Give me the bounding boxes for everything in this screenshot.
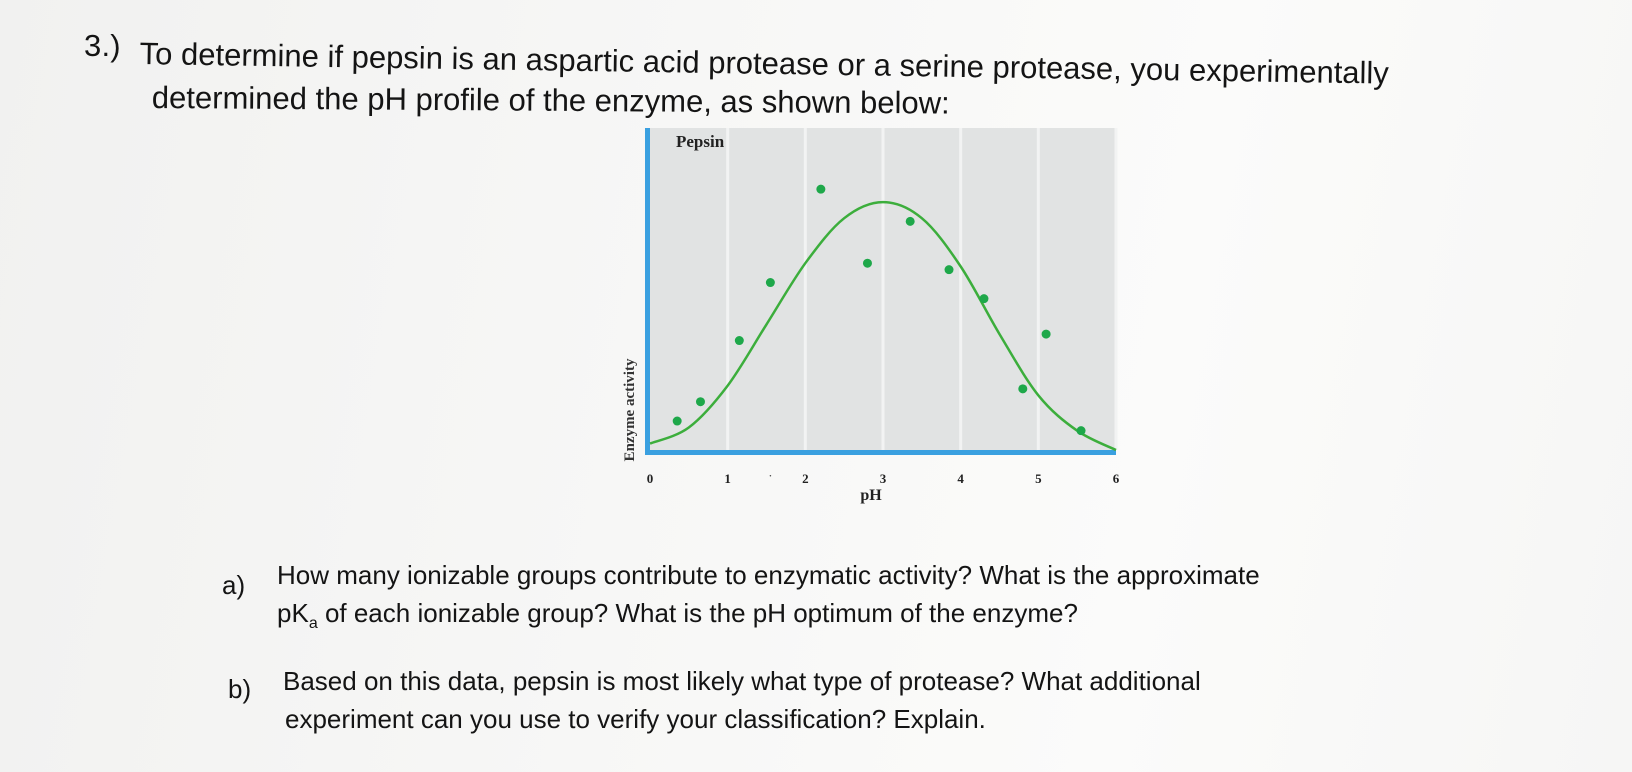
data-point-3	[735, 336, 744, 345]
part-a-line-1: How many ionizable groups contribute to enzymatic activity? What is the approximate	[277, 560, 1260, 590]
pka-symbol: $pK_a$	[277, 598, 318, 633]
data-point-10	[1018, 384, 1027, 393]
data-point-9	[979, 294, 988, 303]
question-text-line-2: determined the pH profile of the enzyme, as shown below:	[151, 80, 950, 121]
part-b-letter: b)	[228, 674, 252, 704]
data-point-12	[1077, 426, 1086, 435]
question-number: 3.)	[84, 28, 121, 63]
x-tick-label-1: 1	[724, 471, 731, 486]
data-point-5	[816, 185, 825, 194]
data-point-4	[766, 278, 775, 287]
data-point-7	[906, 217, 915, 226]
data-point-2	[696, 397, 705, 406]
y-axis-label: Enzyme activity	[622, 358, 638, 462]
part-b-line-1: Based on this data, pepsin is most likely what type of protease? What additional	[283, 666, 1201, 696]
data-point-8	[945, 265, 954, 274]
stray-tick-mark: ·	[768, 468, 773, 483]
y-axis	[645, 128, 650, 452]
part-a-letter: a)	[222, 570, 246, 600]
data-point-6	[863, 259, 872, 268]
data-point-1	[673, 417, 682, 426]
x-tick-label-2: 2	[802, 471, 809, 486]
chart-title: Pepsin	[676, 132, 725, 151]
x-tick-label-6: 6	[1112, 471, 1120, 486]
part-b-line-2: experiment can you use to verify your classification? Explain.	[285, 704, 986, 734]
ph-profile-figure	[622, 120, 1166, 540]
x-tick-label-3: 3	[879, 471, 887, 486]
ph-profile-chart	[622, 120, 1166, 540]
x-axis-label: pH	[860, 487, 882, 504]
x-tick-label-0: 0	[646, 471, 654, 486]
x-tick-label-5: 5	[1035, 471, 1042, 486]
data-point-11	[1042, 330, 1051, 339]
question-text-line-1: To determine if pepsin is an aspartic acid protease or a serine protease, you experimentally	[139, 36, 1390, 91]
x-axis	[645, 450, 1116, 455]
x-tick-label-4: 4	[957, 471, 964, 486]
part-a-line-2: $pK_a$ of each ionizable group? What is the pH optimum of the enzyme?	[277, 598, 1078, 633]
